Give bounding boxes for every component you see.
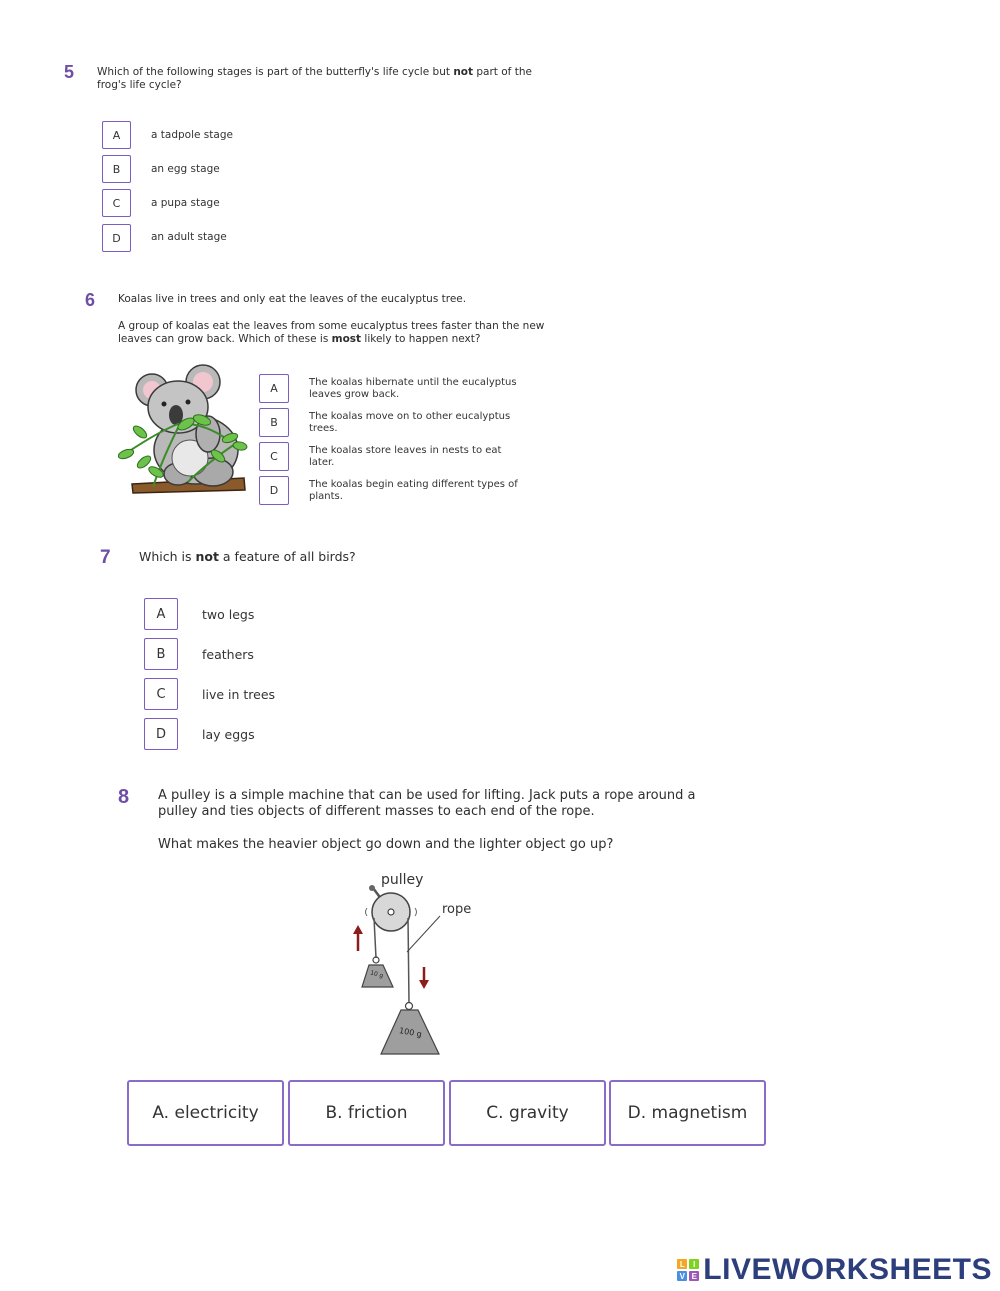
q6-option-b-box[interactable]: B xyxy=(259,408,289,437)
logo-tile-v: V xyxy=(677,1271,687,1281)
q7-option-c-text: live in trees xyxy=(202,687,276,702)
q6-option-b-line1: The koalas move on to other eucalyptus xyxy=(309,411,511,422)
q5-number: 5 xyxy=(64,62,75,82)
answer-electricity-button[interactable]: A. electricity xyxy=(127,1080,284,1146)
q6-option-a-box[interactable]: A xyxy=(259,374,289,403)
q6-question-text-2: leaves can grow back. Which of these is xyxy=(118,333,332,346)
q7-question-text-2: a feature of all birds? xyxy=(218,549,356,564)
logo-wordmark: LIVEWORKSHEETS xyxy=(703,1253,992,1286)
q6-option-a-line1: The koalas hibernate until the eucalyptus xyxy=(309,377,517,388)
q6-option-c-line2: later. xyxy=(309,457,335,468)
large-mass-label: 100 g xyxy=(398,1026,423,1039)
q5-question xyxy=(97,66,532,92)
q5-option-d-box[interactable]: D xyxy=(102,224,131,252)
answer-gravity-button[interactable]: C. gravity xyxy=(449,1080,606,1146)
q7-option-a-box[interactable]: A xyxy=(144,598,178,630)
koala-illustration xyxy=(118,362,250,497)
logo-tile-l: L xyxy=(677,1259,687,1269)
rope-label: rope xyxy=(442,902,472,917)
q6-question-text-3: likely to happen next? xyxy=(361,333,481,346)
q5-question-text-1: Which of the following stages is part of the butterfly's life cycle but xyxy=(97,66,454,78)
q7-option-b-box[interactable]: B xyxy=(144,638,178,670)
small-mass-label: 10 g xyxy=(369,969,385,980)
q8-intro xyxy=(158,788,695,821)
q6-option-d-text xyxy=(309,479,518,503)
q5-option-a-box[interactable]: A xyxy=(102,121,131,149)
q6-option-d-line2: plants. xyxy=(309,491,343,502)
q6-question xyxy=(118,320,544,346)
q7-question xyxy=(139,549,356,565)
q8-intro-line2: pulley and ties objects of different masses to each end of the rope. xyxy=(158,804,595,820)
q5-option-d-text: an adult stage xyxy=(151,231,227,243)
q5-option-c-text: a pupa stage xyxy=(151,197,220,209)
q7-number: 7 xyxy=(100,547,111,568)
q6-number: 6 xyxy=(85,290,96,310)
q6-option-a-line2: leaves grow back. xyxy=(309,389,400,400)
q8-number: 8 xyxy=(118,786,130,808)
logo-tile-i: I xyxy=(689,1259,699,1269)
q7-option-a-text: two legs xyxy=(202,607,255,622)
q6-option-d-box[interactable]: D xyxy=(259,476,289,505)
q7-option-d-box[interactable]: D xyxy=(144,718,178,750)
q6-option-a-text xyxy=(309,377,517,401)
q6-question-text-1: A group of koalas eat the leaves from some eucalyptus trees faster than the new xyxy=(118,320,545,332)
pulley-diagram xyxy=(345,868,485,1060)
q6-question-bold: most xyxy=(331,333,362,346)
liveworksheets-logo[interactable] xyxy=(677,1255,992,1285)
q5-option-c-box[interactable]: C xyxy=(102,189,131,217)
pulley-label: pulley xyxy=(381,872,424,888)
q6-intro: Koalas live in trees and only eat the leaves of the eucalyptus tree. xyxy=(118,293,467,305)
q5-option-b-box[interactable]: B xyxy=(102,155,131,183)
q7-option-c-box[interactable]: C xyxy=(144,678,178,710)
q6-option-b-text xyxy=(309,411,510,435)
q6-option-c-line1: The koalas store leaves in nests to eat xyxy=(309,445,502,456)
q7-question-bold: not xyxy=(195,549,219,564)
answer-magnetism-button[interactable]: D. magnetism xyxy=(609,1080,766,1146)
q7-option-b-text: feathers xyxy=(202,647,254,662)
logo-tile-e: E xyxy=(689,1271,699,1281)
q8-intro-line1: A pulley is a simple machine that can be used for lifting. Jack puts a rope around a xyxy=(158,788,696,803)
q6-option-c-text xyxy=(309,445,501,469)
q6-option-c-box[interactable]: C xyxy=(259,442,289,471)
q6-option-d-line1: The koalas begin eating different types of xyxy=(309,479,518,490)
q7-option-d-text: lay eggs xyxy=(202,727,255,742)
q8-question: What makes the heavier object go down and the lighter object go up? xyxy=(158,837,614,852)
q5-question-bold: not xyxy=(453,66,474,78)
q5-question-text-3: frog's life cycle? xyxy=(97,79,182,92)
q7-question-text-1: Which is xyxy=(139,549,196,564)
q5-option-a-text: a tadpole stage xyxy=(151,129,233,141)
q5-option-b-text: an egg stage xyxy=(151,163,220,175)
q5-question-text-2: part of the xyxy=(473,66,532,78)
logo-tiles xyxy=(677,1259,699,1281)
q6-option-b-line2: trees. xyxy=(309,423,338,434)
answer-friction-button[interactable]: B. friction xyxy=(288,1080,445,1146)
